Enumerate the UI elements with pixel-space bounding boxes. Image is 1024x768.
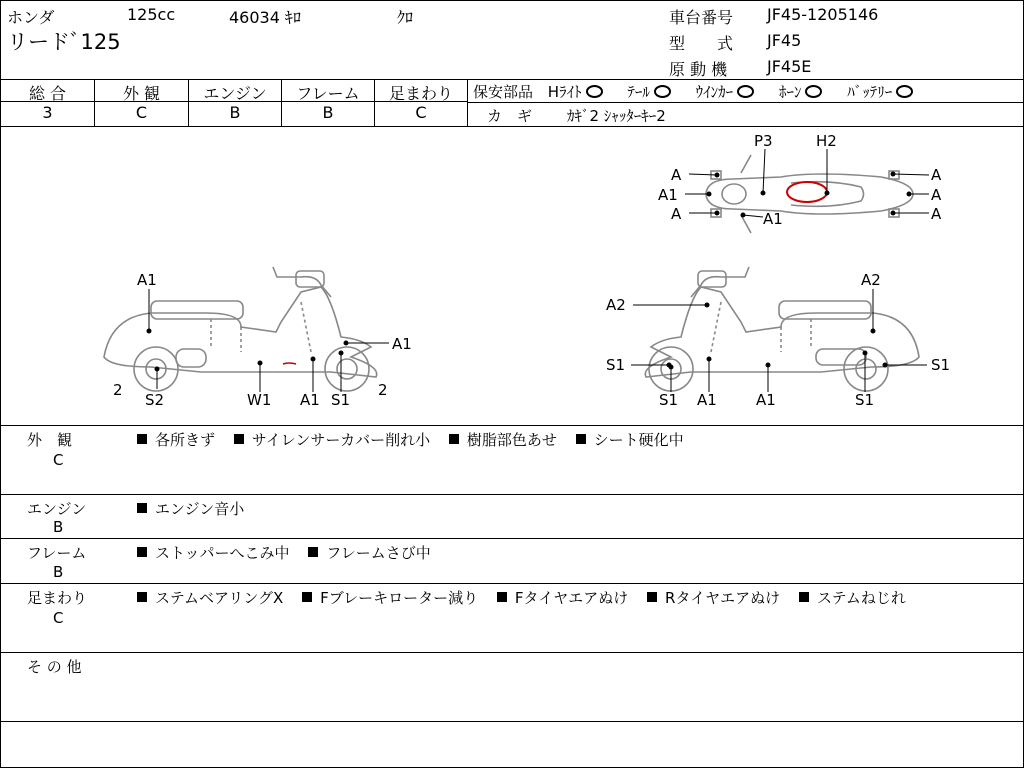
label-left-2b: 2 — [378, 381, 388, 399]
grade-value-suspension: C — [415, 103, 427, 122]
label-right-a1b: A1 — [756, 391, 776, 409]
detail-label-exterior: 外 観 — [27, 431, 73, 449]
grade-value-engine: B — [229, 103, 241, 122]
label-left-a1-right: A1 — [392, 335, 412, 353]
safety-item-battery: ﾊﾞｯﾃﾘｰ — [847, 83, 893, 101]
ok-circle-icon — [805, 85, 822, 98]
detail-label-other: そ の 他 — [27, 658, 82, 676]
label-left-a1-top: A1 — [137, 271, 157, 289]
label-top-a-3: A — [931, 166, 942, 184]
ok-circle-icon — [586, 85, 603, 98]
detail-grade-exterior: C — [53, 451, 64, 469]
ok-circle-icon — [737, 85, 754, 98]
label-top-p3: P3 — [754, 132, 773, 150]
label-top-a-5: A — [931, 205, 942, 223]
detail-items-suspension — [137, 587, 920, 608]
label-right-a1a: A1 — [697, 391, 717, 409]
safety-parts-row — [473, 81, 913, 102]
detail-label-frame: フレーム — [27, 544, 87, 562]
detail-items-exterior — [137, 429, 698, 450]
label-right-s1b: S1 — [855, 391, 875, 409]
grade-label-total: 総 合 — [28, 84, 67, 103]
type-value: JF45 — [767, 31, 802, 50]
maker: ホンダ — [7, 8, 55, 27]
grade-value-exterior: C — [135, 103, 148, 122]
detail-items-engine — [137, 498, 258, 519]
grade-label-suspension: 足まわり — [388, 84, 453, 103]
detail-items-frame — [137, 542, 445, 563]
label-top-a-1: A — [671, 166, 682, 184]
label-right-s1a: S1 — [659, 391, 679, 409]
damage-mark-floor — [283, 363, 296, 364]
grade-label-exterior: 外 観 — [122, 84, 161, 103]
grade-label-engine: エンジン — [203, 84, 267, 103]
grade-value-frame: B — [322, 103, 334, 122]
grade-label-frame: フレーム — [296, 84, 360, 103]
engine-value: JF45E — [767, 57, 812, 76]
label-left-2a: 2 — [113, 381, 123, 399]
mileage: 46034 ｷﾛ — [229, 8, 301, 27]
damage-mark-seat — [787, 182, 827, 202]
detail-item: サイレンサーカバー削れ小 — [234, 431, 430, 449]
detail-item: ストッパーへこみ中 — [137, 544, 290, 562]
label-top-a1-1: A1 — [658, 186, 678, 204]
engine-label: 原 動 機 — [669, 60, 728, 79]
detail-item: Fブレーキローター減り — [302, 589, 478, 607]
color: ｸﾛ — [397, 8, 414, 27]
ok-circle-icon — [896, 85, 913, 98]
detail-item: ステムベアリングX — [137, 589, 283, 607]
label-right-s1-right: S1 — [931, 356, 951, 374]
scooter-top-view — [706, 155, 913, 233]
detail-item: 各所きず — [137, 431, 215, 449]
detail-item: シート硬化中 — [576, 431, 684, 449]
label-left-s2: S2 — [145, 391, 165, 409]
label-top-h2: H2 — [816, 132, 837, 150]
detail-grade-frame: B — [53, 563, 64, 581]
detail-item: 樹脂部色あせ — [449, 431, 557, 449]
label-right-a2-left: A2 — [606, 296, 626, 314]
detail-label-suspension: 足まわり — [27, 589, 88, 607]
frame-no: JF45-1205146 — [767, 5, 879, 24]
detail-item: エンジン音小 — [137, 500, 244, 518]
label-right-s1-left: S1 — [606, 356, 626, 374]
key-label: カ ギ — [487, 107, 533, 125]
detail-item: Fタイヤエアぬけ — [497, 589, 628, 607]
key-value: ｶｷﾞ2 ｼｬｯﾀｰｷｰ2 — [567, 107, 666, 125]
safety-item-winker: ｳｲﾝｶｰ — [695, 83, 734, 101]
label-top-a-4: A — [931, 186, 942, 204]
label-left-s1: S1 — [331, 391, 351, 409]
ok-circle-icon — [654, 85, 671, 98]
detail-item: ステムねじれ — [799, 589, 906, 607]
label-top-a1-2: A1 — [763, 210, 783, 228]
safety-item-tail: ﾃｰﾙ — [627, 83, 650, 101]
label-right-a2-right: A2 — [861, 271, 881, 289]
label-left-w1: W1 — [247, 391, 272, 409]
grade-value-total: 3 — [42, 103, 53, 122]
displacement: 125cc — [127, 5, 176, 24]
damage-diagram — [1, 127, 1023, 425]
detail-item: フレームさび中 — [308, 544, 430, 562]
type-label: 型 式 — [669, 34, 734, 53]
detail-grade-engine: B — [53, 518, 64, 536]
model-name: リードﾞ125 — [7, 30, 121, 54]
detail-item: Rタイヤエアぬけ — [647, 589, 780, 607]
frame-no-label: 車台番号 — [669, 8, 734, 27]
safety-title: 保安部品 — [473, 83, 534, 101]
safety-item-horn: ﾎｰﾝ — [778, 83, 802, 101]
label-left-a1: A1 — [300, 391, 320, 409]
label-top-a-2: A — [671, 205, 682, 223]
detail-label-engine: エンジン — [27, 500, 87, 518]
detail-grade-suspension: C — [53, 609, 64, 627]
safety-item-headlight: Hﾗｲﾄ — [547, 83, 582, 101]
